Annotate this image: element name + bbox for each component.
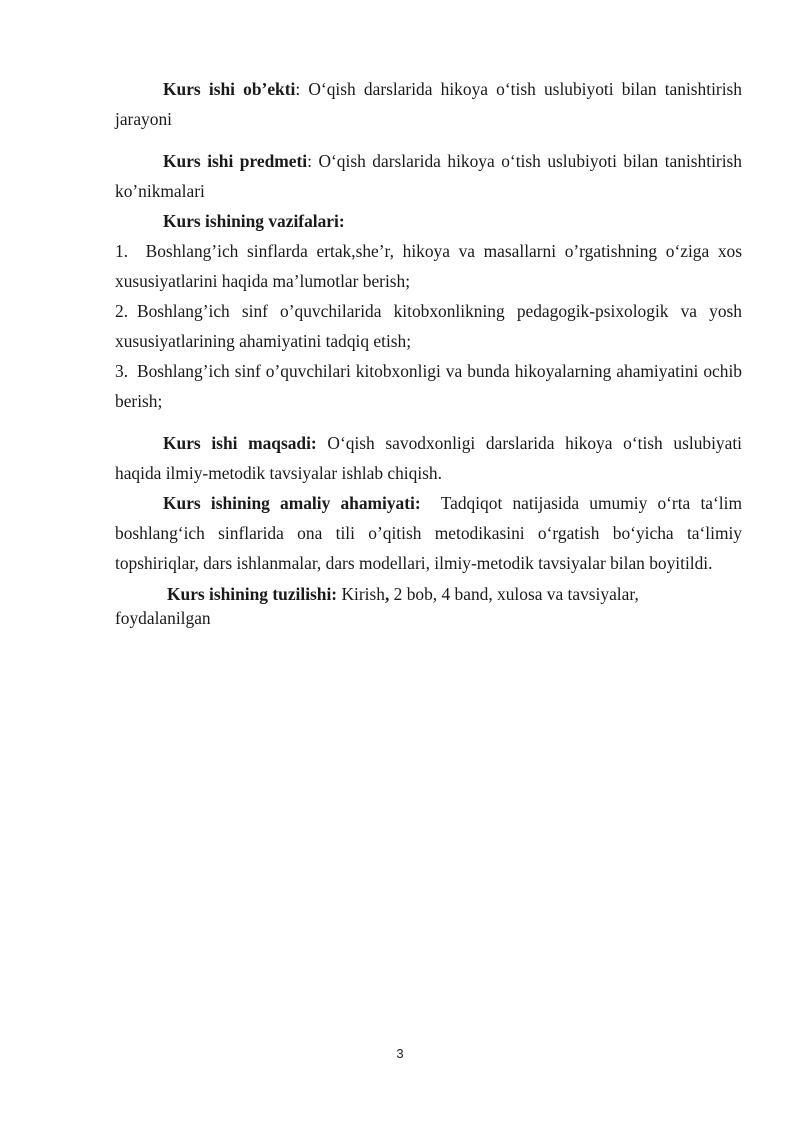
structure-text-a: Kirish [341, 584, 385, 604]
task-item-1 [115, 236, 742, 296]
task-number-1: 1. [115, 241, 129, 261]
tasks-heading [115, 206, 742, 236]
subject-label: Kurs ishi predmeti [163, 151, 308, 171]
goal-paragraph [115, 428, 742, 488]
tasks-label: Kurs ishining vazifalari: [163, 211, 345, 231]
task-item-3 [115, 356, 742, 416]
object-text: O‘qish darslarida hikoya o‘tish uslubiyoti bilan tanishtirish jarayoni [115, 79, 742, 129]
goal-label: Kurs ishi maqsadi: [163, 433, 317, 453]
practical-label: Kurs ishining amaliy ahamiyati: [163, 493, 421, 513]
page-number: 3 [396, 1046, 404, 1061]
structure-paragraph [115, 582, 742, 606]
task-text-2: Boshlang’ich sinf o’quvchilarida kitobxonlikning pedagogik-psixologik va yosh xususiyatlarining ahamiyatini tadqiq etish; [115, 301, 742, 351]
practical-text: Tadqiqot natijasida umumiy o‘rta ta‘lim boshlang‘ich sinflarida ona tili o’qitish metodikasini o‘rgatish bo‘yicha ta‘limiy topshiriqlar, dars ishlanmalar, dars modellari, ilmiy-metodik tavsiyalar bilan boyitildi. [115, 493, 742, 573]
task-text-1: Boshlang’ich sinflarda ertak,she’r, hikoya va masallarni o’rgatishning o‘ziga xos xususiyatlarini haqida ma’lumotlar berish; [115, 241, 742, 291]
goal-text: O‘qish savodxonligi darslarida hikoya o‘tish uslubiyati haqida ilmiy-metodik tavsiyalar ishlab chiqish. [115, 433, 742, 483]
task-number-3: 3. [115, 361, 129, 381]
task-text-3: Boshlang’ich sinf o’quvchilari kitobxonligi va bunda hikoyalarning ahamiyatini ochib berish; [115, 361, 742, 411]
structure-label: Kurs ishining tuzilishi: [167, 584, 338, 604]
structure-text-b: 2 bob, 4 band, xulosa va tavsiyalar, [393, 584, 639, 604]
object-separator: : [295, 79, 309, 99]
task-item-2 [115, 296, 742, 356]
object-paragraph [115, 74, 742, 134]
subject-separator: : [307, 151, 319, 171]
page-content [115, 74, 742, 630]
practical-paragraph [115, 488, 742, 578]
structure-text-c: foydalanilgan [115, 608, 211, 628]
subject-paragraph [115, 146, 742, 206]
structure-continuation [115, 606, 742, 630]
task-number-2: 2. [115, 301, 129, 321]
subject-text: O‘qish darslarida hikoya o‘tish uslubiyoti bilan tanishtirish ko’nikmalari [115, 151, 742, 201]
structure-comma: , [384, 584, 390, 604]
object-label: Kurs ishi ob’ekti [163, 79, 296, 99]
